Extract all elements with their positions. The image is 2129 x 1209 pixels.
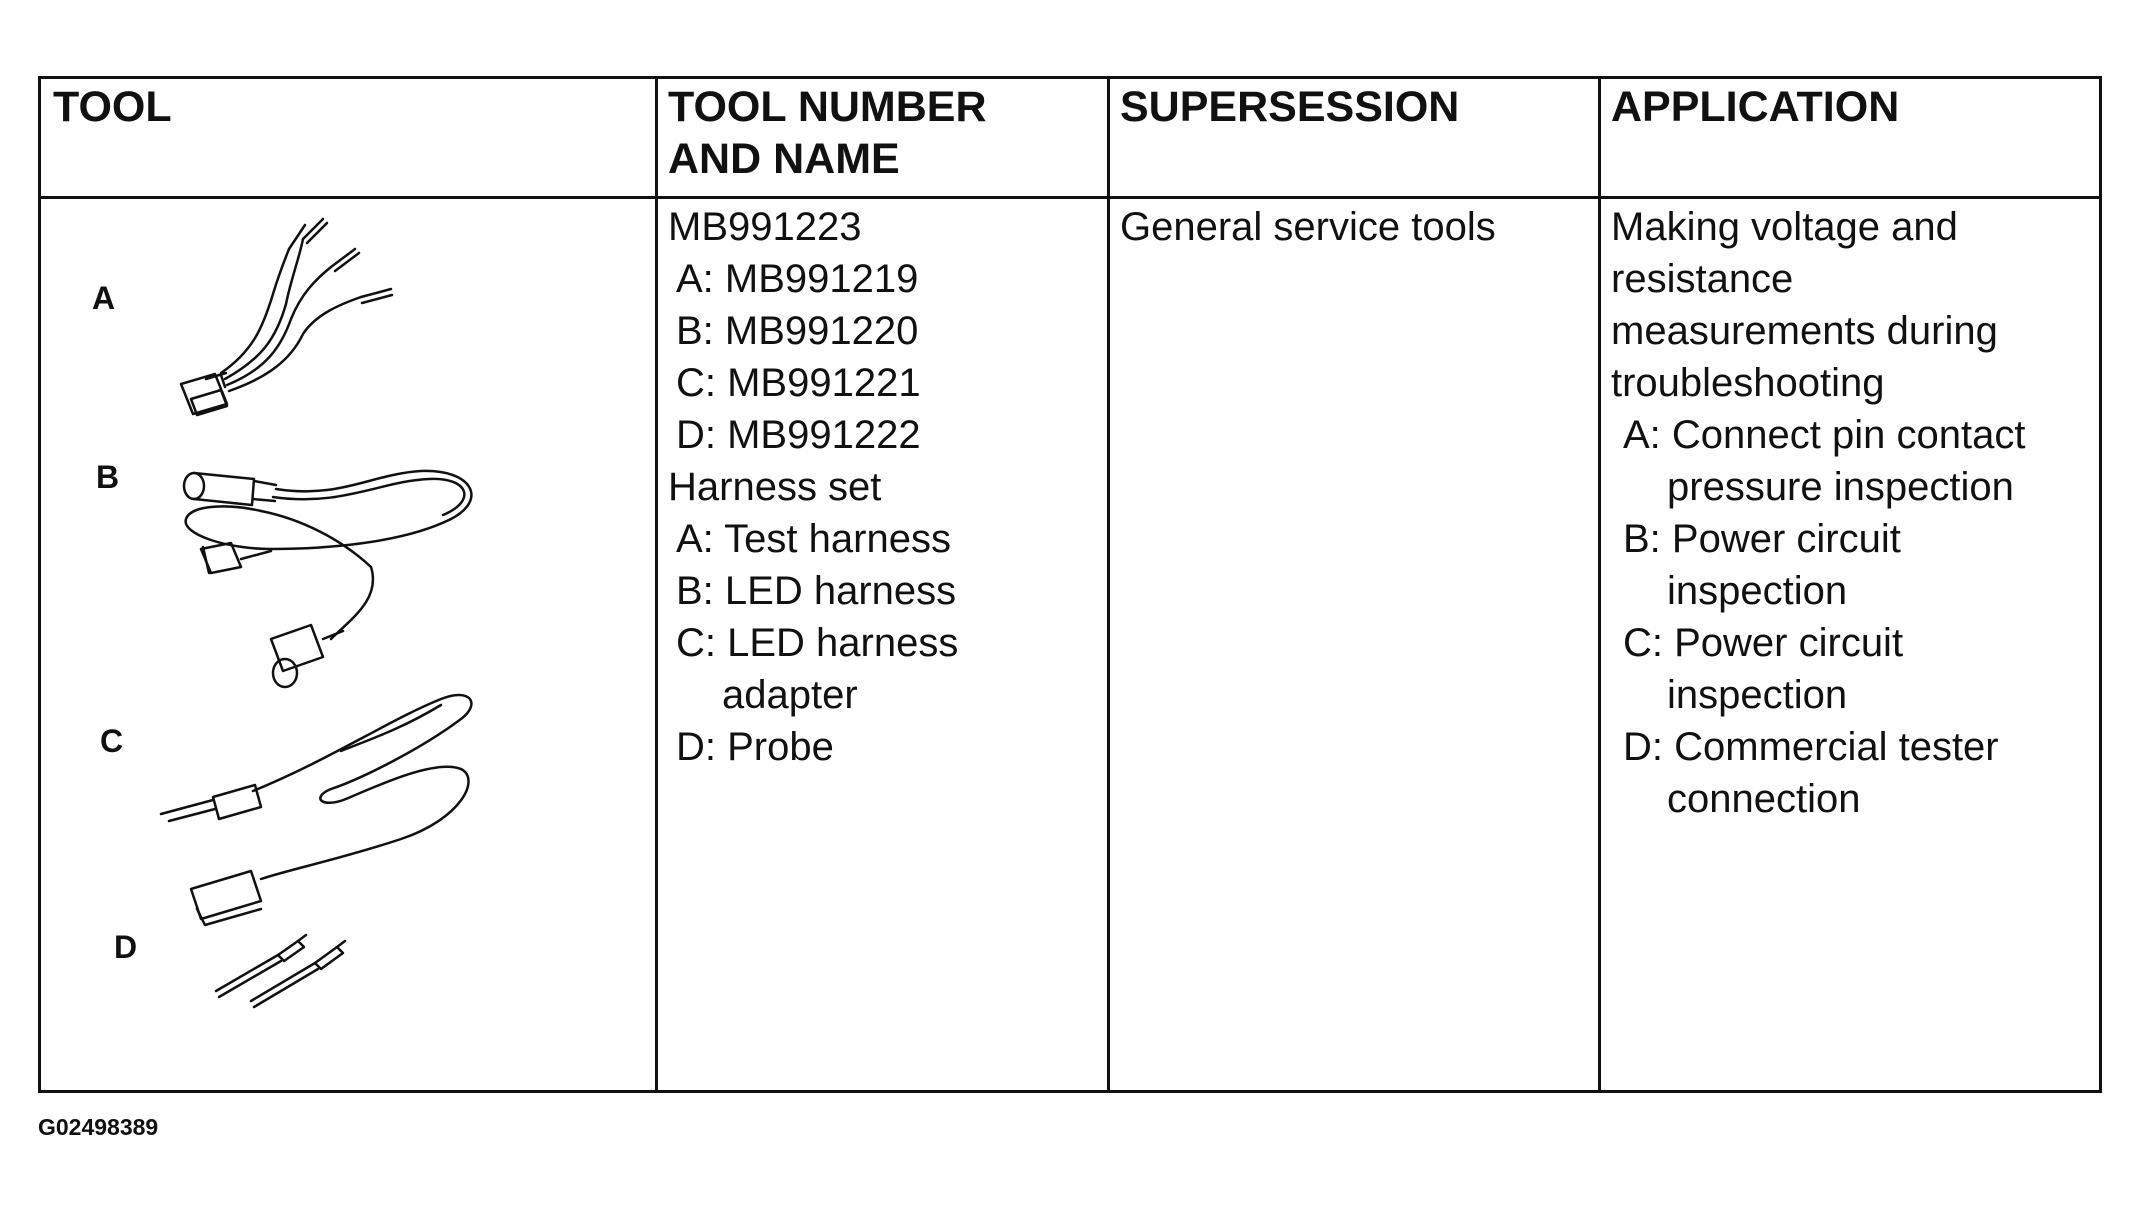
tool-number-line: adapter <box>722 673 858 717</box>
tool-number-line: C: MB991221 <box>676 361 921 405</box>
application-line: A: Connect pin contact <box>1623 413 2026 457</box>
led-harness-adapter-icon <box>161 695 471 925</box>
application-line: resistance <box>1611 257 1794 301</box>
tool-illustrations <box>41 79 641 1079</box>
tool-number-line: B: LED harness <box>676 569 957 613</box>
tool-label-b: B <box>96 459 120 495</box>
application-line: Making voltage and <box>1611 205 1958 249</box>
tool-label-a: A <box>92 280 116 316</box>
application-line: B: Power circuit <box>1623 517 1901 561</box>
tool-number-line: C: LED harness <box>676 621 959 665</box>
tool-number-line: MB991223 <box>668 205 862 249</box>
tool-number-line: D: Probe <box>676 725 834 769</box>
test-harness-icon <box>181 219 392 415</box>
application-line: connection <box>1667 777 1861 821</box>
application-line: inspection <box>1667 569 1848 613</box>
tool-number-line: D: MB991222 <box>676 413 921 457</box>
application-line: D: Commercial tester <box>1623 725 1999 769</box>
led-harness-icon <box>184 471 471 687</box>
special-tool-table <box>38 76 2102 1093</box>
tool-number-line: B: MB991220 <box>676 309 919 353</box>
supersession-cell: General service tools <box>1120 205 1496 249</box>
column-divider <box>1598 79 1601 1090</box>
tool-label-d: D <box>114 929 138 965</box>
application-line: pressure inspection <box>1667 465 2014 509</box>
figure-id: G02498389 <box>38 1114 159 1140</box>
header-tool-number: TOOL NUMBER AND NAME <box>668 83 987 183</box>
tool-label-c: C <box>100 723 124 759</box>
tool-number-line: A: MB991219 <box>676 257 919 301</box>
header-supersession: SUPERSESSION <box>1120 83 1460 131</box>
tool-number-line: A: Test harness <box>676 517 951 561</box>
application-cell <box>1611 201 2025 825</box>
application-line: measurements during <box>1611 309 1998 353</box>
application-line: inspection <box>1667 673 1848 717</box>
probe-icon <box>216 935 345 1007</box>
header-tool: TOOL <box>53 83 172 131</box>
tool-number-cell <box>668 201 958 773</box>
tool-number-line: Harness set <box>668 465 882 509</box>
application-line: C: Power circuit <box>1623 621 1904 665</box>
column-divider <box>655 79 658 1090</box>
column-divider <box>1107 79 1110 1090</box>
header-application: APPLICATION <box>1611 83 1900 131</box>
application-line: troubleshooting <box>1611 361 1885 405</box>
